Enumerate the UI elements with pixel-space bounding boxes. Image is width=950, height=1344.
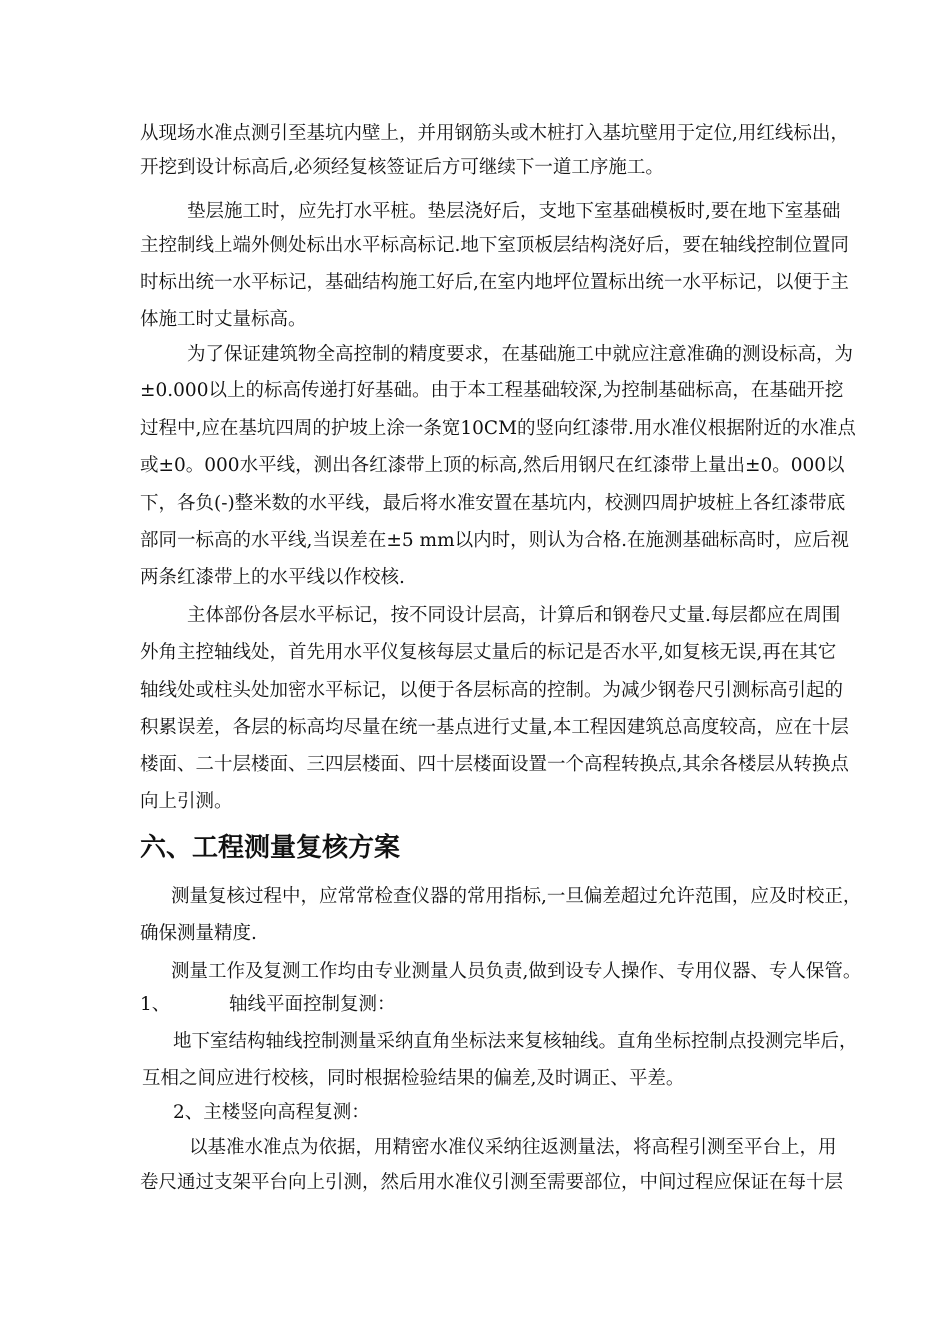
- text-line: 主控制线上端外侧处标出水平标高标记.地下室顶板层结构浇好后，要在轴线控制位置同: [140, 235, 849, 256]
- text-line: 积累误差，各层的标高均尽量在统一基点进行丈量,本工程因建筑总高度较高，应在十层: [140, 717, 849, 738]
- text-line: 两条红漆带上的水平线以作校核.: [140, 567, 405, 588]
- text-line: ±0.000以上的标高传递打好基础。由于本工程基础较深,为控制基础标高，在基础开挖: [140, 380, 844, 401]
- text-line: 以基准水准点为依据，用精密水准仪采纳往返测量法，将高程引测至平台上，用: [189, 1137, 837, 1158]
- text-line: 互相之间应进行校核，同时根据检验结果的偏差,及时调正、平差。: [142, 1068, 685, 1089]
- text-line: 为了保证建筑物全高控制的精度要求，在基础施工中就应注意准确的测设标高，为: [187, 344, 854, 365]
- text-line: 卷尺通过支架平台向上引测，然后用水准仪引测至需要部位，中间过程应保证在每十层: [140, 1172, 844, 1193]
- text-line: 时标出统一水平标记，基础结构施工好后,在室内地坪位置标出统一水平标记，以便于主: [140, 272, 849, 293]
- text-line: 部同一标高的水平线,当误差在±5 mm以内时，则认为合格.在施测基础标高时，应后视: [140, 530, 850, 551]
- text-line: 确保测量精度.: [140, 923, 257, 944]
- list-item-title: 2、主楼竖向高程复测：: [173, 1102, 370, 1123]
- text-line: 主体部份各层水平标记，按不同设计层高，计算后和钢卷尺丈量.每层都应在周围: [187, 605, 841, 626]
- text-line: 向上引测。: [140, 791, 233, 812]
- text-line: 地下室结构轴线控制测量采纳直角坐标法来复核轴线。直角坐标控制点投测完毕后，: [173, 1031, 858, 1052]
- text-line: 体施工时丈量标高。: [140, 309, 307, 330]
- text-line: 从现场水准点测引至基坑内壁上，并用钢筋头或木桩打入基坑壁用于定位,用红线标出，: [140, 123, 849, 144]
- text-line: 过程中,应在基坑四周的护坡上涂一条宽10CM的竖向红漆带.用水准仪根据附近的水准点: [140, 418, 856, 439]
- text-line: 下，各负(-)整米数的水平线，最后将水准安置在基坑内，校测四周护坡桩上各红漆带底: [140, 493, 846, 514]
- text-line: 外角主控轴线处，首先用水平仪复核每层丈量后的标记是否水平,如复核无误,再在其它: [140, 642, 837, 663]
- text-line: 楼面、二十层楼面、三四层楼面、四十层楼面设置一个高程转换点,其余各楼层从转换点: [140, 754, 849, 775]
- text-line: 测量工作及复测工作均由专业测量人员负责,做到设专人操作、专用仪器、专人保管。: [171, 961, 862, 982]
- section-heading: 六、工程测量复核方案: [140, 833, 401, 863]
- text-line: 垫层施工时，应先打水平桩。垫层浇好后，支地下室基础模板时,要在地下室基础: [187, 201, 841, 222]
- text-line: 或±0。000水平线，测出各红漆带上顶的标高,然后用钢尺在红漆带上量出±0。000以: [140, 455, 845, 476]
- list-item-number: 1、: [140, 994, 171, 1015]
- text-line: 轴线处或柱头处加密水平标记，以便于各层标高的控制。为减少钢卷尺引测标高引起的: [140, 680, 844, 701]
- list-item-title: 轴线平面控制复测：: [229, 994, 396, 1015]
- text-line: 开挖到设计标高后,必须经复核签证后方可继续下一道工序施工。: [140, 157, 664, 178]
- text-line: 测量复核过程中，应常常检查仪器的常用指标,一旦偏差超过允许范围，应及时校正，: [171, 886, 862, 907]
